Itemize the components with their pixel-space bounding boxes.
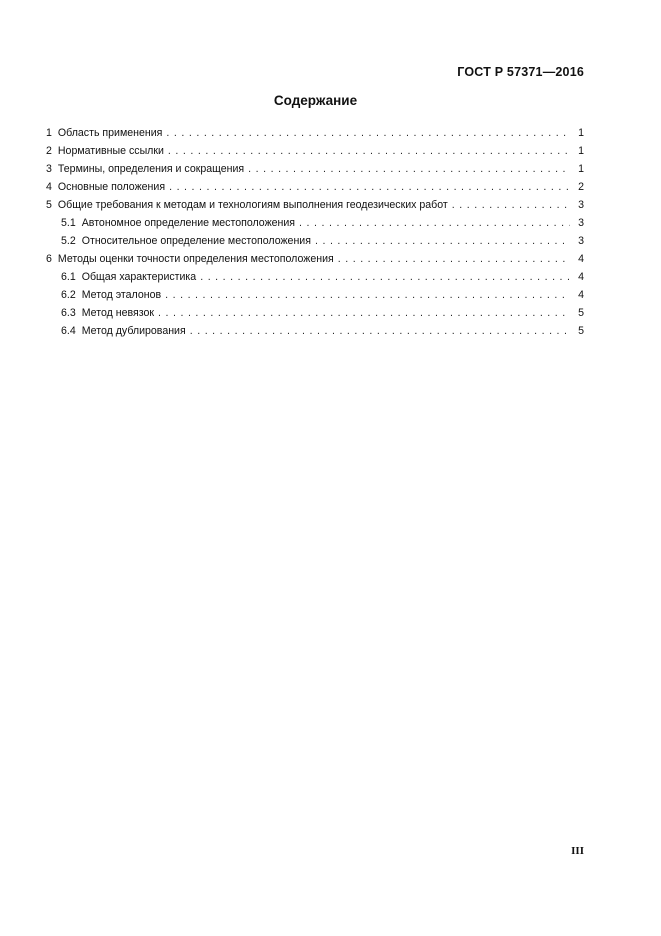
page-number: III: [571, 845, 584, 857]
table-of-contents: [46, 124, 584, 340]
toc-entry-label: Термины, определения и сокращения: [57, 163, 245, 175]
toc-entry-3[interactable]: [46, 160, 584, 178]
toc-entry-2[interactable]: [46, 142, 584, 160]
toc-dot-leader: [168, 142, 570, 160]
toc-entry-page: 1: [578, 127, 584, 139]
toc-dot-leader: [200, 268, 570, 286]
toc-entry-label: Методы оценки точности определения местоположения: [57, 253, 334, 265]
toc-entry-page: 5: [578, 325, 584, 337]
toc-entry-4[interactable]: [46, 178, 584, 196]
toc-entry-number: 6.4: [61, 325, 76, 337]
toc-dot-leader: [166, 124, 570, 142]
toc-entry-label: Общие требования к методам и технологиям выполнения геодезических работ: [57, 199, 448, 211]
toc-entry-number: 4: [46, 181, 52, 193]
toc-entry-page: 3: [578, 199, 584, 211]
toc-entry-page: 3: [578, 217, 584, 229]
toc-entry-label: Основные положения: [57, 181, 166, 193]
toc-entry-page: 5: [578, 307, 584, 319]
toc-entry-5[interactable]: [46, 196, 584, 214]
toc-dot-leader: [299, 214, 570, 232]
toc-dot-leader: [315, 232, 570, 250]
toc-entry-page: 2: [578, 181, 584, 193]
toc-entry-number: 6.3: [61, 307, 76, 319]
toc-entry-number: 2: [46, 145, 52, 157]
toc-entry-label: Метод эталонов: [81, 289, 162, 301]
toc-entry-page: 1: [578, 163, 584, 175]
toc-dot-leader: [169, 178, 570, 196]
toc-dot-leader: [158, 304, 570, 322]
toc-entry-label: Относительное определение местоположения: [81, 235, 311, 247]
toc-entry-number: 3: [46, 163, 52, 175]
toc-entry-page: 4: [578, 253, 584, 265]
toc-title: Содержание: [273, 93, 358, 108]
toc-entry-number: 6.2: [61, 289, 76, 301]
toc-entry-6-1[interactable]: [46, 268, 584, 286]
toc-entry-number: 6.1: [61, 271, 76, 283]
toc-entry-page: 4: [578, 271, 584, 283]
toc-entry-1[interactable]: [46, 124, 584, 142]
toc-entry-6-3[interactable]: [46, 304, 584, 322]
toc-entry-label: Область применения: [57, 127, 163, 139]
document-code: ГОСТ Р 57371—2016: [457, 65, 584, 79]
toc-entry-label: Метод дублирования: [81, 325, 186, 337]
toc-dot-leader: [165, 286, 570, 304]
toc-entry-label: Общая характеристика: [81, 271, 197, 283]
toc-dot-leader: [338, 250, 570, 268]
toc-entry-page: 1: [578, 145, 584, 157]
toc-dot-leader: [452, 196, 570, 214]
toc-entry-6[interactable]: [46, 250, 584, 268]
toc-entry-page: 4: [578, 289, 584, 301]
toc-entry-label: Нормативные ссылки: [57, 145, 164, 157]
toc-entry-number: 1: [46, 127, 52, 139]
toc-dot-leader: [190, 322, 570, 340]
toc-entry-5-1[interactable]: [46, 214, 584, 232]
toc-entry-label: Автономное определение местоположения: [81, 217, 296, 229]
toc-entry-page: 3: [578, 235, 584, 247]
toc-entry-number: 6: [46, 253, 52, 265]
toc-entry-5-2[interactable]: [46, 232, 584, 250]
toc-entry-number: 5.1: [61, 217, 76, 229]
toc-entry-label: Метод невязок: [81, 307, 154, 319]
toc-entry-number: 5: [46, 199, 52, 211]
toc-dot-leader: [248, 160, 570, 178]
toc-entry-number: 5.2: [61, 235, 76, 247]
toc-entry-6-4[interactable]: [46, 322, 584, 340]
toc-entry-6-2[interactable]: [46, 286, 584, 304]
